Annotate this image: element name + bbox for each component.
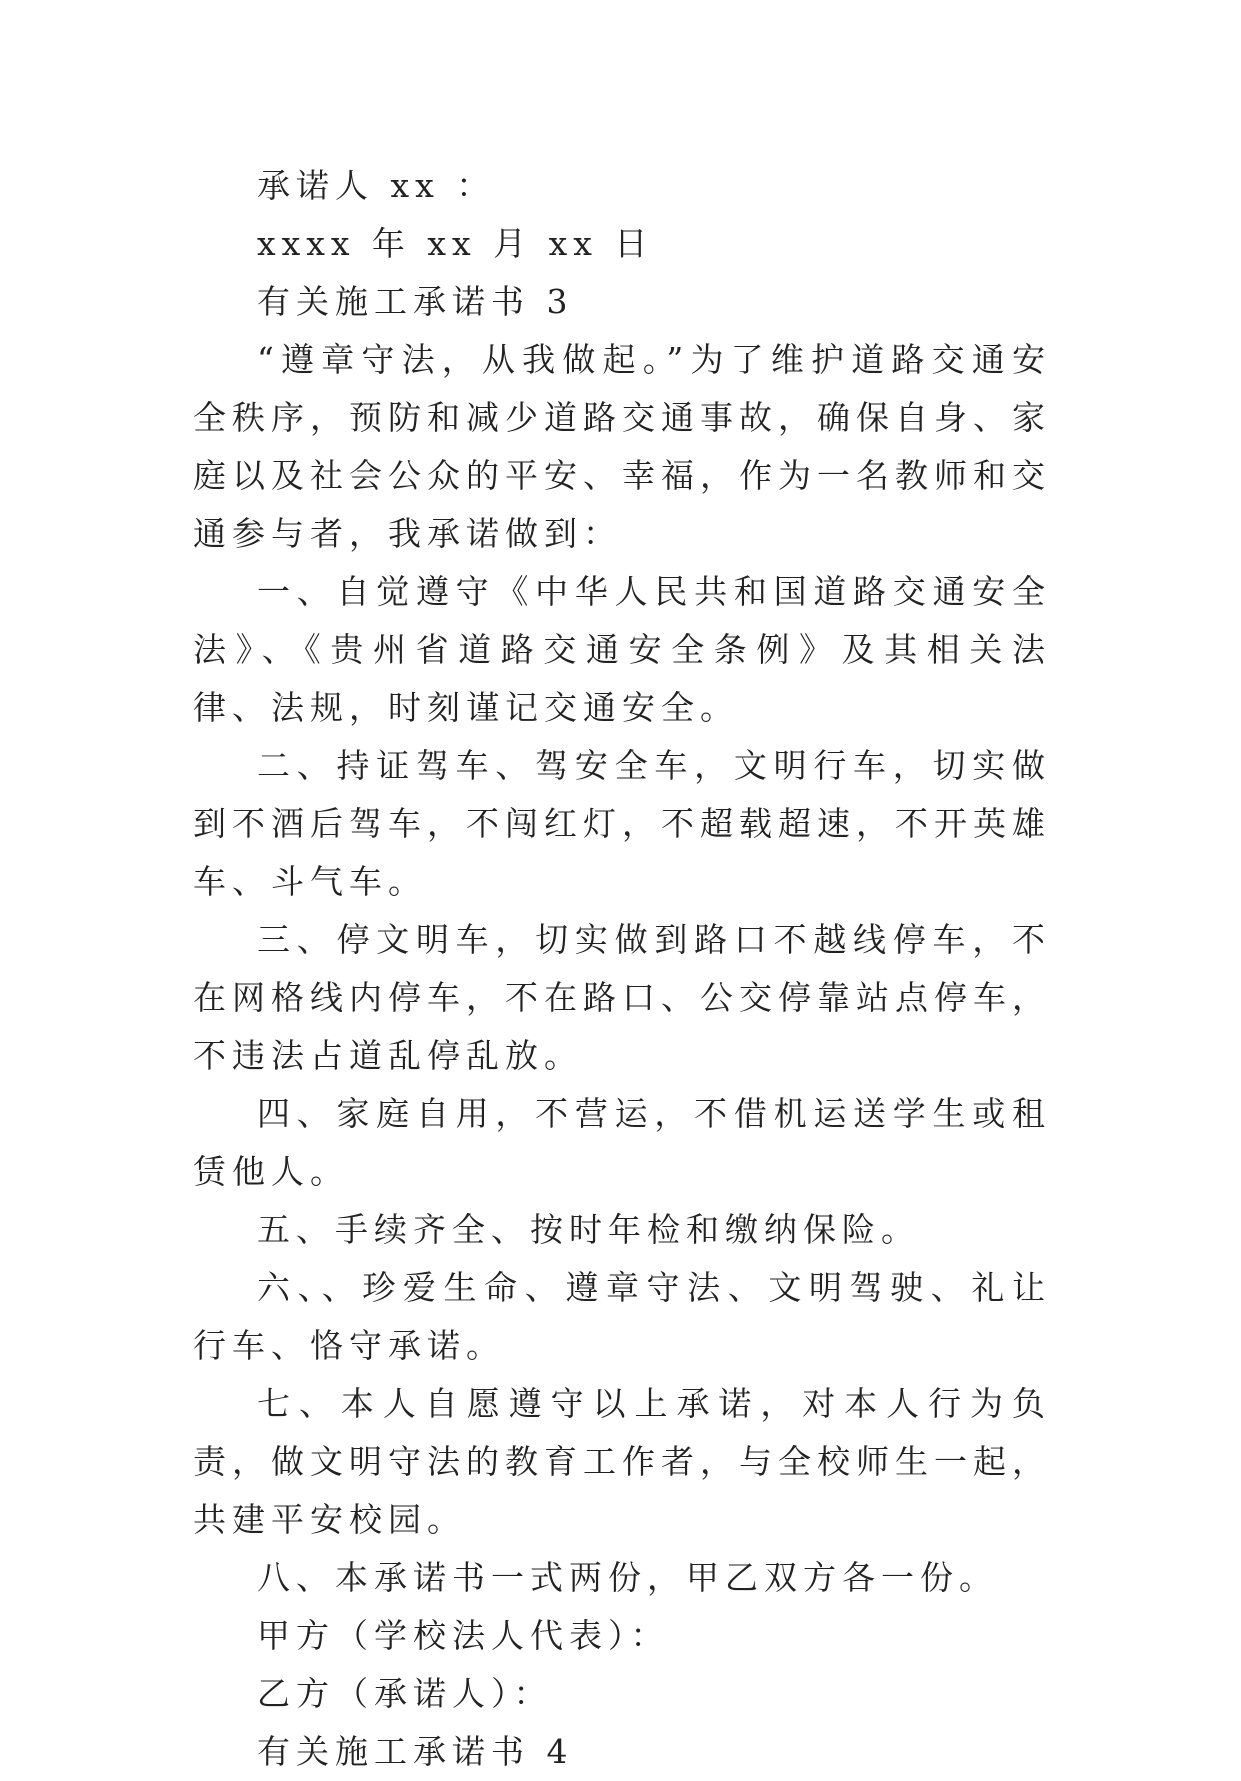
party-b-line: 乙方（承诺人）： [257, 1674, 553, 1713]
section-title: 有关施工承诺书 3 [257, 282, 574, 321]
document-body [193, 157, 1051, 1781]
commitment-item-2: 二、持证驾车、驾安全车，文明行车，切实做到不酒后驾车，不闯红灯，不超载超速，不开英雄车、斗气车。 [193, 746, 1051, 901]
party-a-line: 甲方（学校法人代表）： [257, 1616, 670, 1655]
commitment-item-4: 四、家庭自用，不营运，不借机运送学生或租赁他人。 [193, 1094, 1051, 1191]
commitment-item-7: 七、本人自愿遵守以上承诺，对本人行为负责，做文明守法的教育工作者，与全校师生一起，共建平安校园。 [193, 1384, 1051, 1539]
commitment-item-5: 五、手续齐全、按时年检和缴纳保险。 [257, 1210, 920, 1249]
commitment-item-8: 八、本承诺书一式两份，甲乙双方各一份。 [257, 1558, 998, 1597]
date-line: xxxx 年 xx 月 xx 日 [257, 224, 654, 263]
intro-paragraph: “遵章守法，从我做起。”为了维护道路交通安全秩序，预防和减少道路交通事故，确保自身、家庭以及社会公众的平安、幸福，作为一名教师和交通参与者，我承诺做到： [193, 340, 1051, 553]
commitment-item-1: 一、自觉遵守《中华人民共和国道路交通安全法》、《贵州省道路交通安全条例》及其相关法律、法规，时刻谨记交通安全。 [193, 572, 1051, 727]
commitment-item-3: 三、停文明车，切实做到路口不越线停车，不在网格线内停车，不在路口、公交停靠站点停车，不违法占道乱停乱放。 [193, 920, 1051, 1075]
commitment-item-6: 六、、珍爱生命、遵章守法、文明驾驶、礼让行车、恪守承诺。 [193, 1268, 1051, 1365]
signer-line: 承诺人 xx ： [257, 166, 496, 205]
next-section-title: 有关施工承诺书 4 [257, 1732, 574, 1771]
